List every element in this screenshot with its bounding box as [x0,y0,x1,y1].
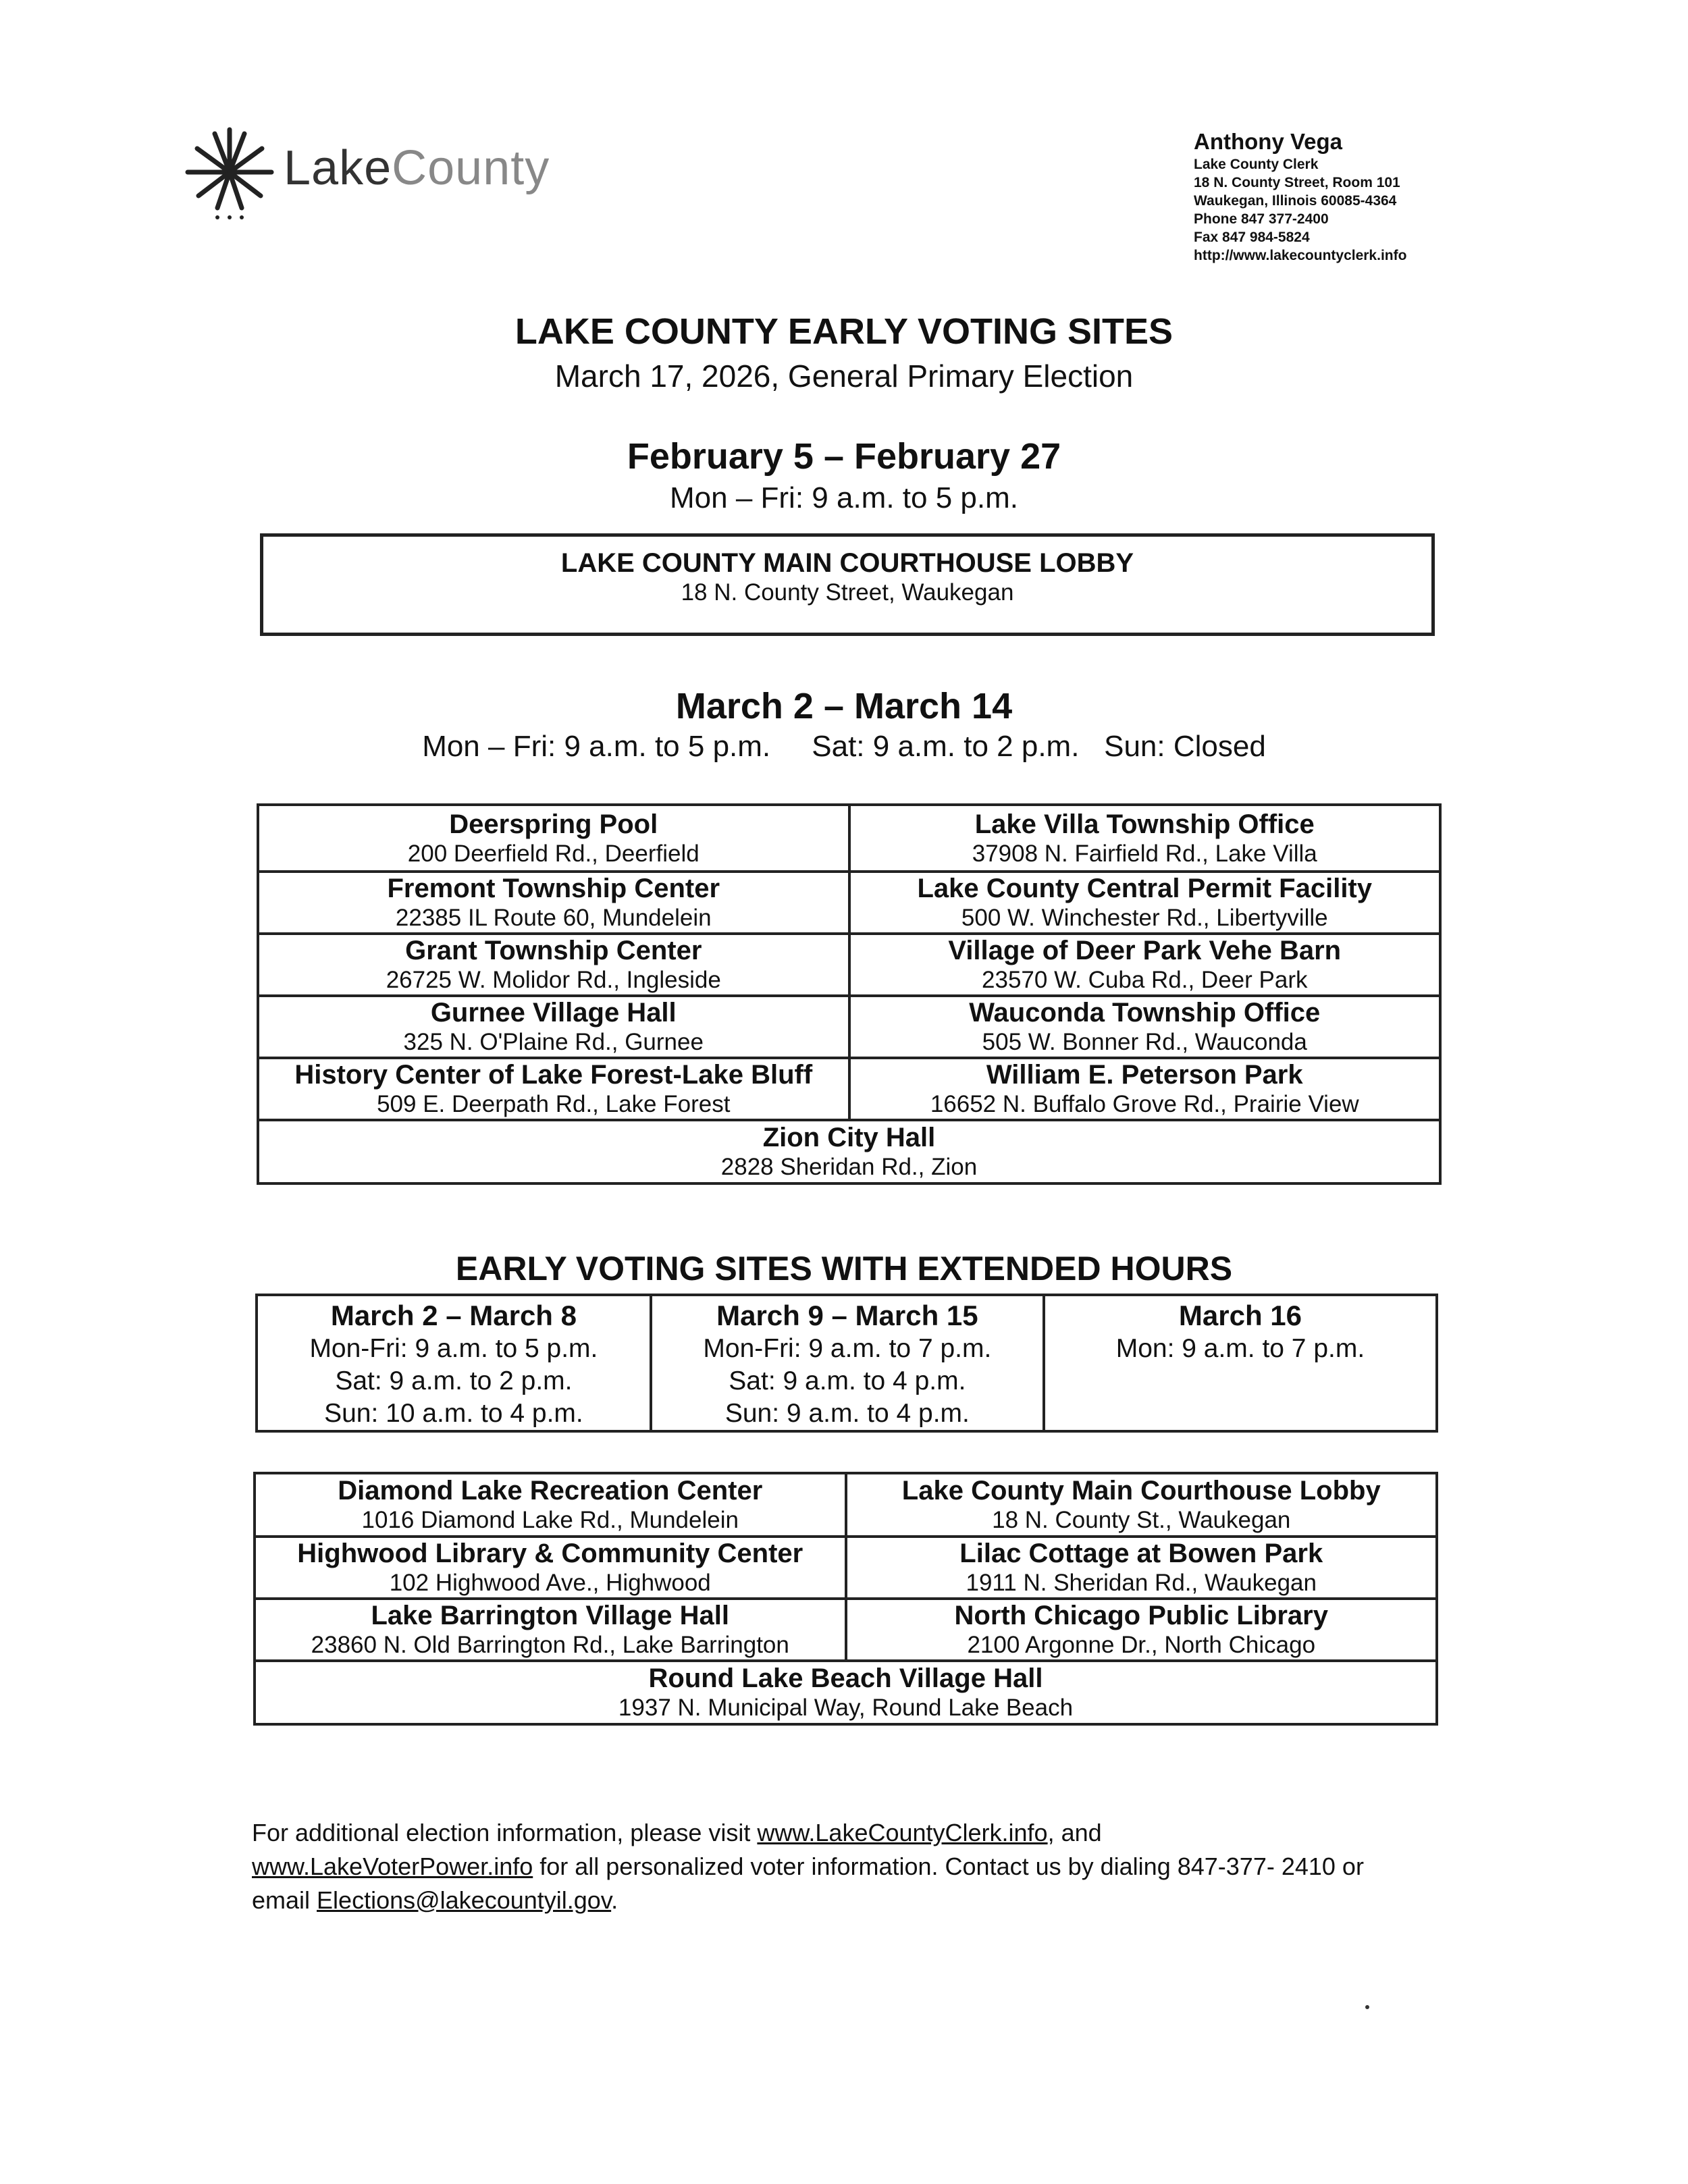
site-name: William E. Peterson Park [986,1060,1303,1090]
site-cell [846,1473,1438,1537]
site-cell [849,805,1441,872]
clerk-contact-block [1194,128,1666,265]
site-cell [255,1661,1437,1724]
table-row [258,1058,1440,1120]
schedule-line: Sun: 9 a.m. to 4 p.m. [724,1399,970,1428]
footer-text: for all personalized voter information. Contact us by dialing 847-377- 2410 or [533,1853,1364,1880]
table-row [255,1473,1437,1537]
table-row [255,1661,1437,1724]
table-row [258,872,1440,934]
table-row [258,805,1440,872]
starburst-logo-icon [182,122,277,223]
table-row [258,934,1440,996]
schedule-range: March 9 – March 15 [716,1300,978,1331]
clerk-name: Anthony Vega [1194,129,1343,154]
site-address: 500 W. Winchester Rd., Libertyville [961,905,1328,931]
site-address: 26725 W. Molidor Rd., Ingleside [386,967,721,993]
site-cell [846,1537,1438,1599]
site-name: Lake County Central Permit Facility [917,874,1372,903]
schedule-line: Sat: 9 a.m. to 4 p.m. [729,1366,966,1395]
logo-word-lake: Lake [284,141,392,195]
clerk-fax: Fax 847 984-5824 [1194,230,1310,245]
site-cell [849,1058,1441,1120]
site-cell [258,805,849,872]
site-address: 1911 N. Sheridan Rd., Waukegan [966,1570,1317,1596]
schedule-line: Sun: 10 a.m. to 4 p.m. [324,1399,583,1428]
site-address: 18 N. County St., Waukegan [992,1507,1291,1533]
lake-county-logo [182,122,550,223]
page-subtitle: March 17, 2026, General Primary Election [554,358,1134,394]
extended-heading: EARLY VOTING SITES WITH EXTENDED HOURS [455,1250,1233,1287]
site-address: 23570 W. Cuba Rd., Deer Park [982,967,1308,993]
schedule-line: Sat: 9 a.m. to 2 p.m. [335,1366,573,1395]
logo-wordmark [284,140,550,196]
table-row [257,1295,1437,1431]
site-name: Diamond Lake Recreation Center [338,1476,763,1506]
site-cell [258,872,849,934]
site-cell [849,934,1441,996]
site-address: 2100 Argonne Dr., North Chicago [967,1632,1316,1658]
site-cell [255,1599,846,1661]
schedule-line: Mon: 9 a.m. to 7 p.m. [1115,1334,1365,1363]
scan-speck [1365,2005,1369,2009]
elections-email-link[interactable]: Elections@lakecountyil.gov [317,1886,612,1914]
page-title: LAKE COUNTY EARLY VOTING SITES [515,311,1173,352]
period1-site-address: 18 N. County Street, Waukegan [681,579,1014,606]
site-name: Zion City Hall [762,1123,936,1152]
site-name: Deerspring Pool [449,809,658,839]
site-name: Lilac Cottage at Bowen Park [959,1539,1323,1568]
site-name: Lake Villa Township Office [974,809,1315,839]
extended-schedule-table [255,1294,1438,1433]
site-cell [255,1473,846,1537]
period2-sites-table [257,803,1442,1185]
site-cell [258,934,849,996]
schedule-cell [651,1295,1044,1431]
clerk-website-link[interactable]: www.LakeCountyClerk.info [757,1819,1048,1846]
site-cell [258,996,849,1058]
schedule-line: Mon-Fri: 9 a.m. to 5 p.m. [309,1334,598,1363]
site-name: North Chicago Public Library [954,1601,1328,1630]
site-cell [849,872,1441,934]
clerk-url[interactable]: http://www.lakecountyclerk.info [1194,248,1407,263]
period2-range: March 2 – March 14 [675,686,1013,726]
site-cell [849,996,1441,1058]
table-row [255,1537,1437,1599]
footer-info [252,1816,1474,1917]
clerk-phone: Phone 847 377-2400 [1194,211,1329,227]
site-address: 200 Deerfield Rd., Deerfield [407,840,700,867]
table-row [255,1599,1437,1661]
site-name: History Center of Lake Forest-Lake Bluff [294,1060,813,1090]
site-address: 23860 N. Old Barrington Rd., Lake Barrington [311,1632,789,1658]
schedule-range: March 2 – March 8 [330,1300,577,1331]
footer-text: . [611,1886,618,1914]
footer-text: For additional election information, please visit [252,1819,758,1846]
site-cell [258,1058,849,1120]
site-cell [846,1599,1438,1661]
site-address: 102 Highwood Ave., Highwood [389,1570,711,1596]
clerk-title: Lake County Clerk [1194,157,1319,172]
schedule-line: Mon-Fri: 9 a.m. to 7 p.m. [703,1334,992,1363]
site-name: Gurnee Village Hall [430,998,677,1028]
site-address: 2828 Sheridan Rd., Zion [720,1154,978,1180]
site-address: 22385 IL Route 60, Mundelein [395,905,712,931]
site-address: 37908 N. Fairfield Rd., Lake Villa [972,840,1317,867]
period1-range: February 5 – February 27 [627,436,1061,477]
clerk-address: 18 N. County Street, Room 101 [1194,175,1400,190]
site-address: 1016 Diamond Lake Rd., Mundelein [361,1507,739,1533]
site-address: 16652 N. Buffalo Grove Rd., Prairie View [930,1091,1359,1117]
site-name: Wauconda Township Office [969,998,1321,1028]
voter-power-link[interactable]: www.LakeVoterPower.info [252,1853,533,1880]
site-name: Village of Deer Park Vehe Barn [948,936,1342,965]
schedule-range: March 16 [1178,1300,1302,1331]
site-address: 325 N. O'Plaine Rd., Gurnee [403,1029,704,1055]
period1-hours: Mon – Fri: 9 a.m. to 5 p.m. [670,481,1018,514]
site-name: Lake Barrington Village Hall [371,1601,730,1630]
site-cell [258,1120,1440,1183]
table-row [258,996,1440,1058]
footer-text: , and [1047,1819,1102,1846]
site-address: 509 E. Deerpath Rd., Lake Forest [377,1091,731,1117]
logo-word-county: County [392,141,550,195]
site-name: Highwood Library & Community Center [297,1539,803,1568]
table-row [258,1120,1440,1183]
site-address: 505 W. Bonner Rd., Wauconda [982,1029,1307,1055]
footer-text: email [252,1886,317,1914]
period1-site-name: LAKE COUNTY MAIN COURTHOUSE LOBBY [560,548,1134,578]
site-cell [255,1537,846,1599]
period2-hours: Mon – Fri: 9 a.m. to 5 p.m. Sat: 9 a.m. to 2 p.m. Sun: Closed [422,730,1266,763]
clerk-city: Waukegan, Illinois 60085-4364 [1194,193,1397,209]
extended-sites-table [253,1472,1438,1726]
schedule-cell [1044,1295,1437,1431]
site-name: Grant Township Center [405,936,702,965]
site-name: Lake County Main Courthouse Lobby [901,1476,1381,1506]
period1-site-box [260,533,1435,636]
site-name: Round Lake Beach Village Hall [648,1663,1043,1693]
site-name: Fremont Township Center [387,874,720,903]
schedule-cell [257,1295,651,1431]
site-address: 1937 N. Municipal Way, Round Lake Beach [618,1695,1074,1721]
